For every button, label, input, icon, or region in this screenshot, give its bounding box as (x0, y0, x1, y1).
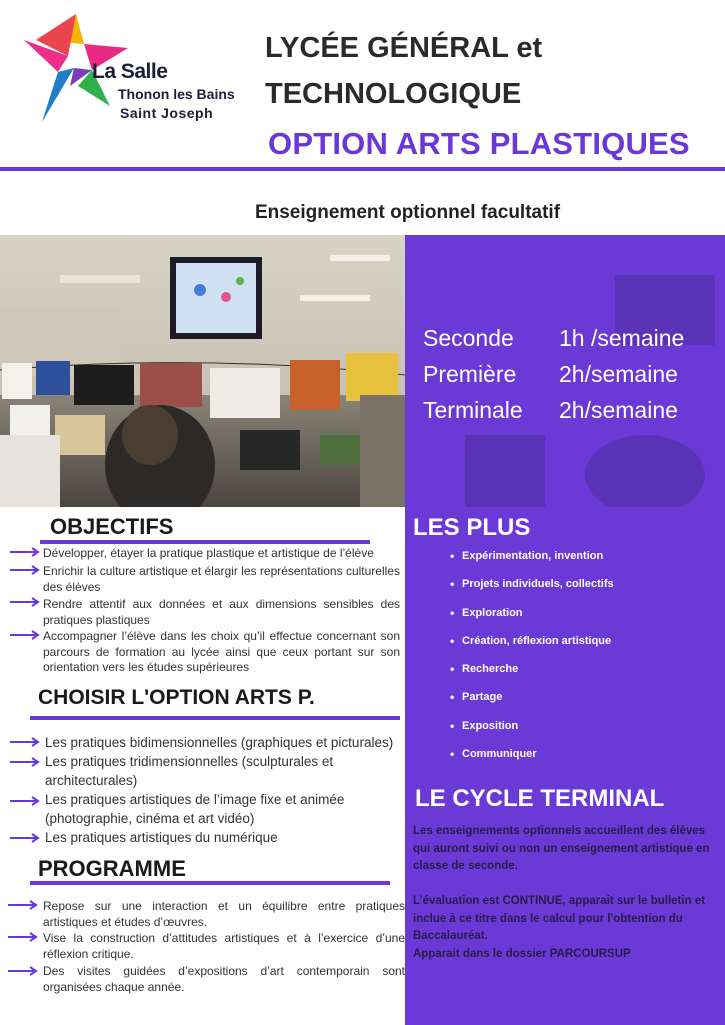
schedule-row-seconde (423, 320, 684, 356)
list-item: • Exposition (450, 720, 710, 748)
schedule-panel (405, 235, 725, 507)
list-item: • Recherche (450, 663, 710, 691)
arrow-icon (10, 737, 42, 747)
schedule-level: Première (423, 361, 517, 387)
subtitle: Enseignement optionnel facultatif (254, 202, 561, 223)
cycle-heading: LE CYCLE TERMINAL (415, 785, 665, 812)
arrow-icon (10, 833, 42, 843)
schedule-table (423, 320, 684, 428)
schedule-hours: 2h/semaine (559, 361, 678, 387)
school-logo (18, 10, 248, 128)
arrow-icon (10, 757, 42, 767)
list-item: • Communiquer (450, 748, 710, 776)
list-item: • Exploration (450, 607, 710, 635)
choisir-item: Les pratiques bidimensionnelles (graphiques et picturales) (45, 735, 394, 750)
schedule-hours: 2h/semaine (559, 397, 678, 423)
logo-text-thonon: Thonon les Bains (118, 86, 235, 102)
arrow-icon (10, 630, 42, 640)
objectifs-item: Rendre attentif aux données et aux dimensions sensibles des pratiques plastiques (43, 597, 400, 627)
schedule-level: Seconde (423, 325, 514, 351)
list-item: • Partage (450, 691, 710, 719)
programme-heading: PROGRAMME (38, 856, 186, 881)
list-item: • Création, réflexion artistique (450, 635, 710, 663)
choisir-item: Les pratiques tridimensionnelles (sculpturales et architecturales) (45, 754, 334, 788)
logo-text-la-salle: La Salle (92, 60, 168, 83)
schedule-hours: 1h /semaine (559, 325, 685, 351)
cycle-paragraph-3: Apparait dans le dossier PARCOURSUP (413, 948, 631, 960)
objectifs-item: Développer, étayer la pratique plastique et artistique de l’élève (43, 546, 374, 560)
cycle-paragraph-1: Les enseignements optionnels accueillent des élèves qui auront suivi ou non un enseignement artistique en classe de seconde. (413, 825, 710, 872)
schedule-level: Terminale (423, 397, 523, 423)
programme-item: Vise la construction d’attitudes artistiques et à l’exercice d’une réflexion critique. (43, 931, 405, 961)
arrow-icon (10, 547, 42, 557)
arrow-icon (8, 966, 40, 976)
programme-item: Repose sur une interaction et un équilibre entre pratiques artistiques et études d’œuvres. (43, 899, 405, 929)
arrow-icon (10, 597, 42, 607)
classroom-photo (0, 235, 405, 507)
schedule-row-terminale (423, 392, 684, 428)
arrow-icon (8, 900, 40, 910)
objectifs-item: Enrichir la culture artistique et élargir les représentations culturelles des élèves (43, 564, 400, 594)
arrow-icon (8, 932, 40, 942)
choisir-rule (30, 716, 400, 720)
objectifs-heading: OBJECTIFS (50, 514, 174, 539)
header-divider (0, 167, 725, 171)
objectifs-rule (40, 540, 370, 544)
list-item: • Projets individuels, collectifs (450, 578, 710, 606)
les-plus-heading: LES PLUS (413, 514, 531, 541)
list-item: • Expérimentation, invention (450, 550, 710, 578)
arrow-icon (10, 796, 42, 806)
programme-rule (30, 881, 390, 885)
les-plus-list (450, 550, 710, 776)
cycle-paragraph-2: L’évaluation est CONTINUE, apparait sur le bulletin et inclue à ce titre dans le calcul pour l'obtention du Baccalauréat. (413, 895, 706, 942)
title-line-1: LYCÉE GÉNÉRAL et (265, 32, 543, 64)
title-option: OPTION ARTS PLASTIQUES (268, 126, 690, 161)
objectifs-item: Accompagner l’élève dans les choix qu’il effectue concernant son parcours de formation au lycée ainsi que ceux portant sur son orientation vers les études supérieures (43, 629, 400, 674)
choisir-item: Les pratiques artistiques de l’image fixe et animée (photographie, cinéma et art vidéo) (45, 792, 345, 826)
title-line-2: TECHNOLOGIQUE (265, 78, 522, 110)
logo-text-saint-joseph: Saint Joseph (120, 105, 214, 121)
choisir-item: Les pratiques artistiques du numérique (45, 830, 278, 845)
schedule-row-premiere (423, 356, 684, 392)
choisir-heading: CHOISIR L'OPTION ARTS P. (38, 686, 315, 709)
arrow-icon (10, 565, 42, 575)
programme-item: Des visites guidées d’expositions d’art contemporain sont organisées chaque année. (43, 964, 405, 994)
